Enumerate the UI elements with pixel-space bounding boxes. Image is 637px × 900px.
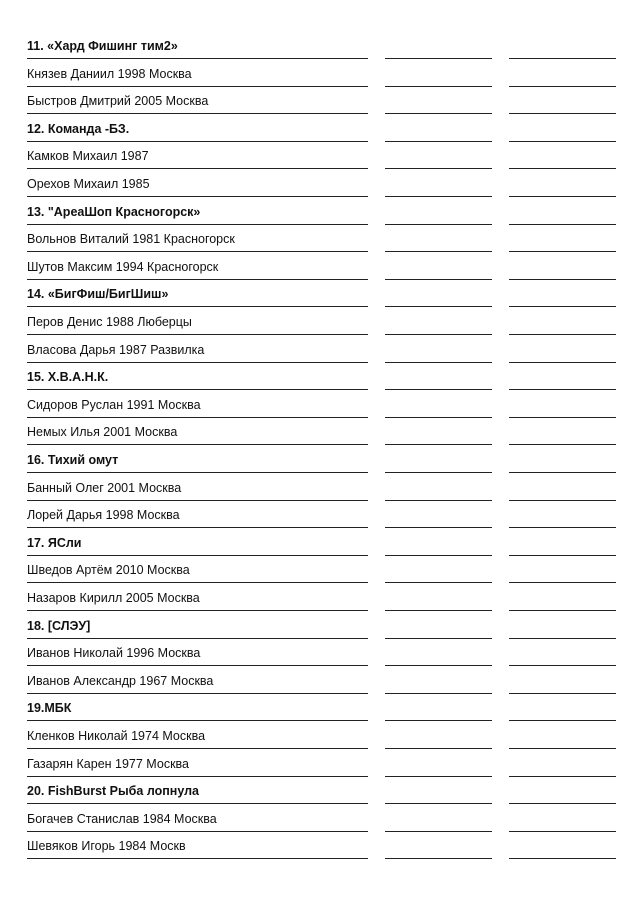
name-underline — [27, 858, 368, 859]
blank-field-line — [385, 748, 492, 749]
participant-row — [0, 228, 637, 256]
name-underline — [27, 86, 368, 87]
name-underline — [27, 279, 368, 280]
participant-row — [0, 642, 637, 670]
team-name: 17. ЯСли — [27, 535, 82, 550]
blank-field-line — [509, 444, 616, 445]
name-underline — [27, 472, 368, 473]
blank-field-line — [385, 582, 492, 583]
blank-field-line — [385, 86, 492, 87]
participant-name: Вольнов Виталий 1981 Красногорск — [27, 232, 235, 247]
participant-row — [0, 339, 637, 367]
participant-row — [0, 421, 637, 449]
name-underline — [27, 803, 368, 804]
participant-row — [0, 753, 637, 781]
participant-row — [0, 670, 637, 698]
blank-field-line — [509, 500, 616, 501]
blank-field-line — [509, 527, 616, 528]
team-name: 16. Тихий омут — [27, 453, 119, 467]
participant-name: Иванов Александр 1967 Москва — [27, 673, 214, 688]
blank-field-line — [509, 141, 616, 142]
name-underline — [27, 251, 368, 252]
participant-name: Немых Илья 2001 Москва — [27, 425, 178, 440]
name-underline — [27, 555, 368, 556]
name-underline — [27, 113, 368, 114]
participant-name: Лорей Дарья 1998 Москва — [27, 508, 180, 523]
name-underline — [27, 417, 368, 418]
blank-field-line — [385, 638, 492, 639]
blank-field-line — [509, 610, 616, 611]
team-name: 12. Команда -БЗ. — [27, 121, 130, 136]
name-underline — [27, 610, 368, 611]
blank-field-line — [385, 251, 492, 252]
blank-field-line — [509, 665, 616, 666]
team-header-row — [0, 615, 637, 643]
participant-name: Князев Даниил 1998 Москва — [27, 66, 192, 81]
participant-name: Назаров Кирилл 2005 Москва — [27, 591, 200, 605]
blank-field-line — [509, 334, 616, 335]
team-header-row — [0, 697, 637, 725]
participant-row — [0, 90, 637, 118]
name-underline — [27, 58, 368, 59]
participant-name: Кленков Николай 1974 Москва — [27, 729, 206, 743]
name-underline — [27, 500, 368, 501]
participant-row — [0, 835, 637, 863]
name-underline — [27, 168, 368, 169]
name-underline — [27, 665, 368, 666]
name-underline — [27, 306, 368, 307]
blank-field-line — [385, 141, 492, 142]
blank-field-line — [385, 555, 492, 556]
participant-row — [0, 559, 637, 587]
participant-name: Сидоров Руслан 1991 Москва — [27, 397, 201, 412]
blank-field-line — [385, 58, 492, 59]
blank-field-line — [509, 858, 616, 859]
participant-row — [0, 725, 637, 753]
name-underline — [27, 527, 368, 528]
name-underline — [27, 720, 368, 721]
blank-field-line — [509, 113, 616, 114]
participant-row — [0, 63, 637, 91]
blank-field-line — [509, 803, 616, 804]
blank-field-line — [509, 720, 616, 721]
blank-field-line — [509, 555, 616, 556]
team-header-row — [0, 283, 637, 311]
blank-field-line — [385, 362, 492, 363]
blank-field-line — [509, 251, 616, 252]
blank-field-line — [385, 776, 492, 777]
participant-name: Шутов Максим 1994 Красногорск — [27, 259, 219, 274]
name-underline — [27, 224, 368, 225]
blank-field-line — [385, 196, 492, 197]
participant-row — [0, 808, 637, 836]
team-name: 19.МБК — [27, 701, 72, 716]
blank-field-line — [509, 196, 616, 197]
participant-name: Газарян Карен 1977 Москва — [27, 756, 189, 771]
name-underline — [27, 334, 368, 335]
blank-field-line — [509, 279, 616, 280]
blank-field-line — [509, 693, 616, 694]
participant-name: Иванов Николай 1996 Москва — [27, 646, 201, 661]
participant-name: Перов Денис 1988 Люберцы — [27, 315, 192, 329]
team-header-row — [0, 118, 637, 146]
blank-field-line — [509, 748, 616, 749]
blank-field-line — [385, 500, 492, 501]
name-underline — [27, 444, 368, 445]
team-name: 11. «Хард Фишинг тим2» — [27, 39, 178, 53]
blank-field-line — [385, 113, 492, 114]
blank-field-line — [509, 58, 616, 59]
participant-row — [0, 173, 637, 201]
participant-row — [0, 504, 637, 532]
name-underline — [27, 638, 368, 639]
participant-name: Банный Олег 2001 Москва — [27, 480, 182, 495]
blank-field-line — [385, 858, 492, 859]
team-name: 15. Х.В.А.Н.К. — [27, 370, 109, 385]
team-header-row — [0, 532, 637, 560]
team-name: 20. FishBurst Рыба лопнула — [27, 784, 200, 799]
participant-name: Быстров Дмитрий 2005 Москва — [27, 94, 209, 109]
blank-field-line — [509, 306, 616, 307]
blank-field-line — [385, 472, 492, 473]
blank-field-line — [509, 831, 616, 832]
participant-name: Камков Михаил 1987 — [27, 149, 149, 164]
team-name: 14. «БигФиш/БигШиш» — [27, 287, 169, 302]
participant-row — [0, 311, 637, 339]
name-underline — [27, 196, 368, 197]
participant-name: Власова Дарья 1987 Развилка — [27, 342, 205, 357]
participant-row — [0, 587, 637, 615]
blank-field-line — [385, 831, 492, 832]
blank-field-line — [385, 279, 492, 280]
participant-name: Орехов Михаил 1985 — [27, 177, 150, 191]
participant-name: Шведов Артём 2010 Москва — [27, 563, 190, 578]
name-underline — [27, 582, 368, 583]
blank-field-line — [509, 417, 616, 418]
blank-field-line — [509, 582, 616, 583]
blank-field-line — [385, 306, 492, 307]
blank-field-line — [385, 527, 492, 528]
participant-row — [0, 394, 637, 422]
blank-field-line — [385, 693, 492, 694]
name-underline — [27, 141, 368, 142]
team-header-row — [0, 35, 637, 63]
team-header-row — [0, 201, 637, 229]
participant-row — [0, 477, 637, 505]
team-name: 18. [СЛЭУ] — [27, 618, 91, 633]
blank-field-line — [509, 776, 616, 777]
name-underline — [27, 776, 368, 777]
blank-field-line — [385, 444, 492, 445]
blank-field-line — [385, 665, 492, 666]
participant-name: Шевяков Игорь 1984 Москв — [27, 839, 186, 854]
participant-row — [0, 256, 637, 284]
blank-field-line — [385, 803, 492, 804]
blank-field-line — [385, 224, 492, 225]
participant-row — [0, 145, 637, 173]
blank-field-line — [385, 334, 492, 335]
blank-field-line — [509, 389, 616, 390]
team-header-row — [0, 449, 637, 477]
blank-field-line — [509, 86, 616, 87]
blank-field-line — [509, 362, 616, 363]
participant-name: Богачев Станислав 1984 Москва — [27, 811, 217, 826]
blank-field-line — [509, 224, 616, 225]
blank-field-line — [509, 472, 616, 473]
blank-field-line — [509, 638, 616, 639]
blank-field-line — [385, 168, 492, 169]
blank-field-line — [385, 610, 492, 611]
blank-field-line — [385, 417, 492, 418]
team-header-row — [0, 366, 637, 394]
blank-field-line — [385, 720, 492, 721]
name-underline — [27, 362, 368, 363]
name-underline — [27, 748, 368, 749]
team-header-row — [0, 780, 637, 808]
team-name: 13. "АреаШоп Красногорск» — [27, 204, 201, 219]
blank-field-line — [385, 389, 492, 390]
name-underline — [27, 389, 368, 390]
name-underline — [27, 831, 368, 832]
blank-field-line — [509, 168, 616, 169]
name-underline — [27, 693, 368, 694]
